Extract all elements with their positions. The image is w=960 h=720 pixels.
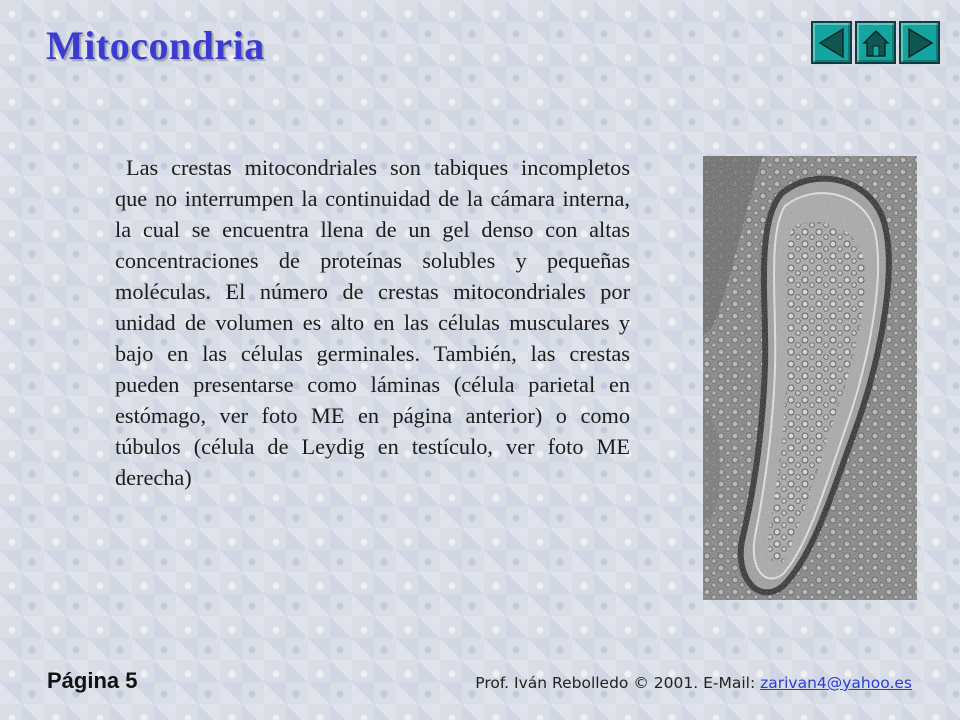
footer-credit	[475, 674, 912, 692]
home-icon	[861, 27, 891, 59]
body-paragraph: Las crestas mitocondriales son tabiques incompletos que no interrumpen la continuidad de la cámara interna, la cual se encuentra llena de un gel denso con altas concentraciones de proteínas solubles y pequeñas moléculas. El número de crestas mitocondriales por unidad de volumen es alto en las células musculares y bajo en las células germinales. También, las crestas pueden presentarse como láminas (célula parietal en estómago, ver foto ME en página anterior) o como túbulos (célula de Leydig en testículo, ver foto ME derecha)	[115, 155, 630, 490]
electron-micrograph-image	[703, 156, 917, 600]
page-number: Página 5	[47, 668, 138, 693]
navigation-bar	[811, 21, 940, 64]
email-link[interactable]: zarivan4@yahoo.es	[760, 674, 912, 692]
triangle-right-icon	[905, 27, 935, 59]
previous-slide-button[interactable]	[811, 21, 852, 64]
triangle-left-icon	[817, 27, 847, 59]
slide-title: Mitocondria	[46, 23, 265, 68]
next-slide-button[interactable]	[899, 21, 940, 64]
home-button[interactable]	[855, 21, 896, 64]
credit-text: Prof. Iván Rebolledo © 2001. E-Mail:	[475, 674, 761, 692]
